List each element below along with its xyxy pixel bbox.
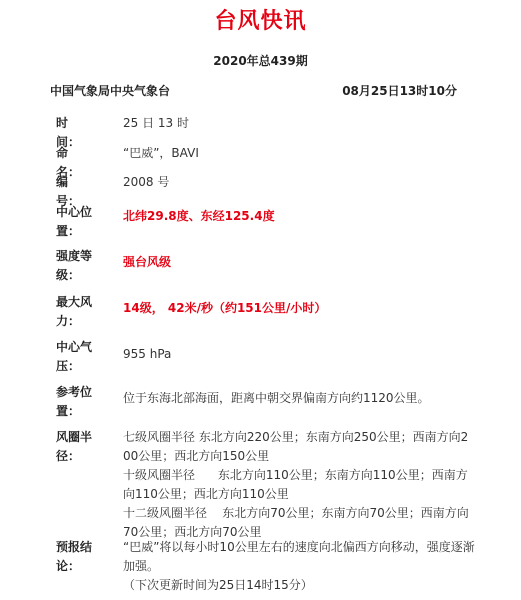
row-label: 中心位置： [56, 205, 93, 238]
wind-radius-block [123, 428, 475, 542]
row-value: 25 日 13 时 [123, 116, 189, 130]
agency-name: 中国气象局中央气象台 [50, 84, 171, 98]
row-value: 北纬29.8度、东经125.4度 [123, 209, 275, 223]
row-value: 14级， 42米/秒（约151公里/小时） [123, 301, 327, 315]
radius-grade-7: 七级风圈半径 东北方向220公里；东南方向250公里；西南方向200公里；西北方向150公里 [123, 430, 469, 463]
issue-datetime: 08月25日13时10分 [342, 84, 457, 98]
row-value: 955 hPa [123, 347, 172, 361]
forecast-block [123, 538, 475, 595]
page-title: 台风快讯 [214, 9, 307, 34]
row-value: 强台风级 [123, 255, 172, 269]
row-label: 强度等级： [56, 249, 93, 282]
row-label: 预报结论： [56, 540, 93, 573]
row-value: 2008 号 [123, 175, 170, 189]
row-value: 位于东海北部海面，距离中朝交界偏南方向约1120公里。 [123, 391, 430, 405]
radius-grade-10: 十级风圈半径 东北方向110公里；东南方向110公里；西南方向110公里；西北方向110公里 [123, 468, 468, 501]
row-label: 参考位置： [56, 385, 93, 418]
header-row [50, 82, 457, 99]
radius-grade-12: 十二级风圈半径 东北方向70公里；东南方向70公里；西南方向70公里；西北方向70公里 [123, 506, 469, 539]
row-label: 风圈半径： [56, 430, 93, 463]
next-update-text: （下次更新时间为25日14时15分） [123, 578, 313, 592]
row-label: 时间： [56, 116, 81, 149]
issue-number: 2020年总439期 [213, 54, 308, 68]
row-label: 命名： [56, 146, 81, 179]
row-value: “巴威”，BAVI [123, 146, 199, 160]
row-label: 最大风力： [56, 295, 93, 328]
forecast-text: “巴威”将以每小时10公里左右的速度向北偏西方向移动，强度逐渐加强。 [123, 540, 475, 573]
row-label: 编号： [56, 175, 81, 208]
row-label: 中心气压： [56, 340, 93, 373]
